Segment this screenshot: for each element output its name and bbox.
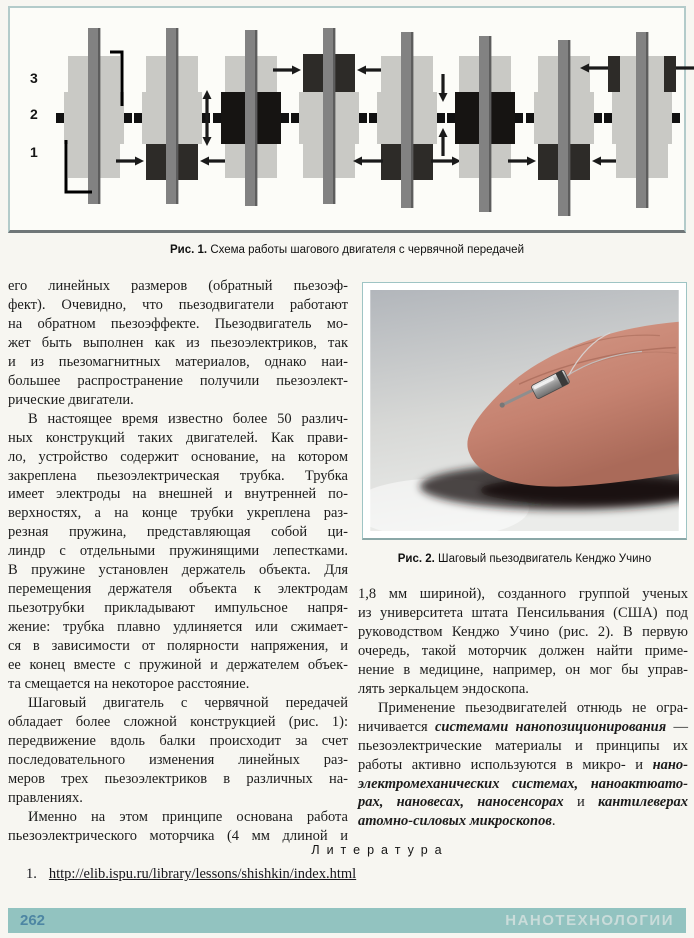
text-line: на обратном пьезоэффекте. Пьезодвигатель мо- [8,315,348,332]
text-line: атомно-силовых микроскопов. [358,813,556,830]
figure1-caption-label: Рис. 1. [170,244,208,256]
text-line: из университета штата Пенсильвания (США) под [358,604,688,621]
footer-bar [8,908,686,933]
text-line: его линейных размеров (обратный пьезоэф- [8,278,348,294]
motor-phase-7 [526,16,602,216]
text-line: нение в медицине, например, он мог бы управ- [358,661,688,678]
text-line: ничивается системами нанопозиционирования — [358,718,688,735]
literature-heading: Литература [311,843,449,857]
text-line: электромеханических системах, наноактюато- [358,775,688,792]
text-line: очередь, такой моторчик должен найти приме- [358,642,688,659]
text-line: рические двигатели. [8,391,134,408]
figure1-row-label: 1 [30,144,38,160]
figure2-caption [362,553,687,565]
figure1-row-label: 2 [30,106,38,122]
text-line: правлениях. [8,789,83,806]
motor-phase-2 [134,16,210,216]
text-line: пьезоэлектрические материалы и принципы их [358,737,688,754]
text-line: верхностях, а на конце трубки укреплена раз- [8,505,348,522]
text-line: пьезотрубки прикладывают импульсное напря- [8,600,348,617]
text-line: перемещения держателя объекта к электродам [8,581,348,598]
motor-phase-6 [447,16,523,216]
text-line: ее конец вместе с пружиной и держателем объек- [8,657,348,674]
motor-phase-8 [604,16,680,216]
text-line: Применение пьезодвигателей отнюдь не огра- [378,699,688,716]
text-line: Шаговый двигатель с червячной передачей [28,694,348,711]
text-line: меров трех пьезоэлектриков в различных на- [8,770,348,787]
motor-phase-3 [213,16,289,216]
text-line: В пружине установлен держатель объекта. Для [8,562,348,579]
text-line: имеет электроды на внешней и внутренней по- [8,486,348,503]
literature-list [26,866,666,883]
text-line: и из пьезомагнитных материалов, однако наи- [8,353,348,370]
motor-phase-5 [369,16,445,216]
text-line: ных конструкций таких двигателей. Как прави- [8,429,348,446]
figure1-motor-phases [56,16,680,222]
text-line: ло, устройство содержит основание, на котором [8,448,348,465]
text-line: фект). Очевидно, что пьезодвигатели работают [8,296,348,313]
figure2-caption-text: Шаговый пьезодвигатель Кенджо Учино [434,553,652,565]
text-line: большее распространение получили пьезоэлект- [8,372,348,389]
text-line: жение: трубка плавно удлиняется или сжимает- [8,619,348,636]
text-line: последовательного изменения линейных раз- [8,751,348,768]
text-line: жет быть выполнен как из пьезоэлектриков, так [8,334,348,351]
text-line: Именно на этом принципе основана работа [28,808,348,825]
text-line: пьезоэлектрического моторчика (4 мм длиной и [8,827,348,844]
text-line: ся в зависимости от полярности напряжения, и [8,638,348,655]
text-line: руководством Кенджо Учино (рис. 2). В первую [358,623,688,640]
motor-phase-4 [291,16,367,216]
figure1-caption [0,244,694,256]
text-line: 1,8 мм шириной), созданного группой ученых [358,586,688,602]
left-text-column [8,277,348,846]
text-line: передвижение вдоль балки происходит за счет [8,732,348,749]
figure2-caption-label: Рис. 2. [397,553,435,565]
text-line: лять зеркальцем эндоскопа. [358,680,529,697]
section-title: НАНОТЕХНОЛОГИИ [505,912,674,929]
text-line: та смещается на некоторое расстояние. [8,676,250,693]
motor-phase-1 [56,16,132,216]
figure2-photo [362,282,687,540]
text-line: резная пружина, представляющая собой ци- [8,524,348,541]
figure1-row-label: 3 [30,70,38,86]
text-line: работы активно используются в микро- и нано- [358,756,688,773]
right-text-column [358,585,688,831]
reference-number: 1. [26,866,37,882]
text-line: рах, нановесах, наносенсорах и кантилеверах [358,794,688,811]
text-line: закреплена пьезоэлектрическая трубка. Трубка [8,467,348,484]
page-number: 262 [20,912,46,929]
figure1-caption-text: Схема работы шагового двигателя с червячной передачей [207,244,524,256]
fingertip-photo-svg [370,290,679,531]
text-line: обладает более сложной конструкцией (рис. 1): [8,713,348,730]
reference-link[interactable]: http://elib.ispu.ru/library/lessons/shishkin/index.html [48,866,357,882]
text-line: В настоящее время известно более 50 различ- [28,410,348,427]
text-line: линдр с отдельными пружинящими лепестками. [8,543,348,560]
figure1-schematic [8,6,686,233]
